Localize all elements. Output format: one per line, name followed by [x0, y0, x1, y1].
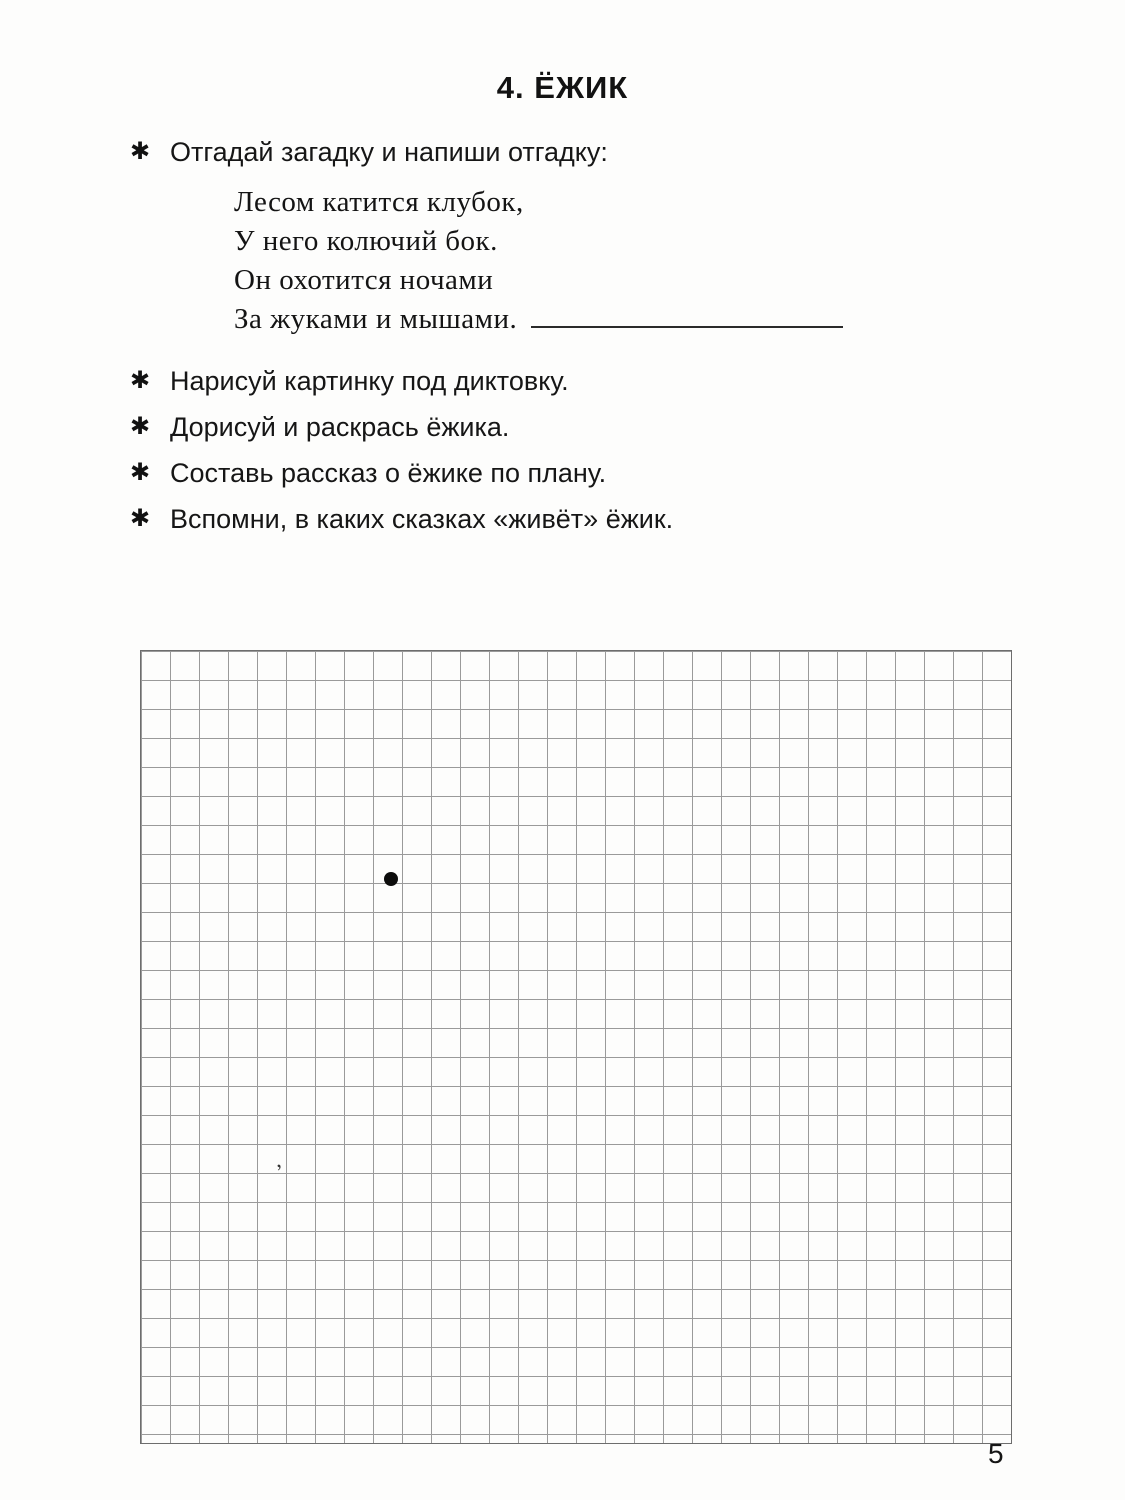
drawing-grid [140, 650, 1012, 1444]
answer-blank-line [531, 302, 843, 328]
grid-start-dot [384, 872, 398, 886]
task-item-text: Вспомни, в каких сказках «живёт» ёжик. [170, 504, 674, 534]
riddle-line: Он охотится ночами [234, 264, 494, 296]
stray-pencil-mark: ‚ [271, 1146, 284, 1173]
star-bullet-icon: ✱ [130, 505, 151, 532]
task-items [130, 365, 1010, 536]
star-bullet-icon: ✱ [130, 138, 151, 165]
star-bullet-icon: ✱ [130, 413, 151, 440]
page-title: 4. ЁЖИК [496, 70, 629, 105]
task-intro-text: Отгадай загадку и напиши отгадку: [170, 137, 608, 167]
task-item-row [130, 411, 1010, 444]
task-item-text: Составь рассказ о ёжике по плану. [170, 458, 607, 488]
star-bullet-icon: ✱ [130, 367, 151, 394]
riddle-line-with-blank [234, 300, 1010, 339]
page-number: 5 [988, 1438, 1004, 1469]
task-item-row [130, 503, 1010, 536]
task-item-row [130, 365, 1010, 398]
riddle-line: У него колючий бок. [234, 225, 498, 257]
task-list [130, 136, 1010, 549]
riddle-line: Лесом катится клубок, [234, 186, 524, 218]
task-item-text: Дорисуй и раскрась ёжика. [170, 412, 510, 442]
task-item-row [130, 457, 1010, 490]
star-bullet-icon: ✱ [130, 459, 151, 486]
riddle-block [234, 183, 1010, 339]
task-item-text: Нарисуй картинку под диктовку. [170, 366, 569, 396]
riddle-line: За жуками и мышами. [234, 303, 518, 335]
task-intro-row [130, 136, 1010, 169]
